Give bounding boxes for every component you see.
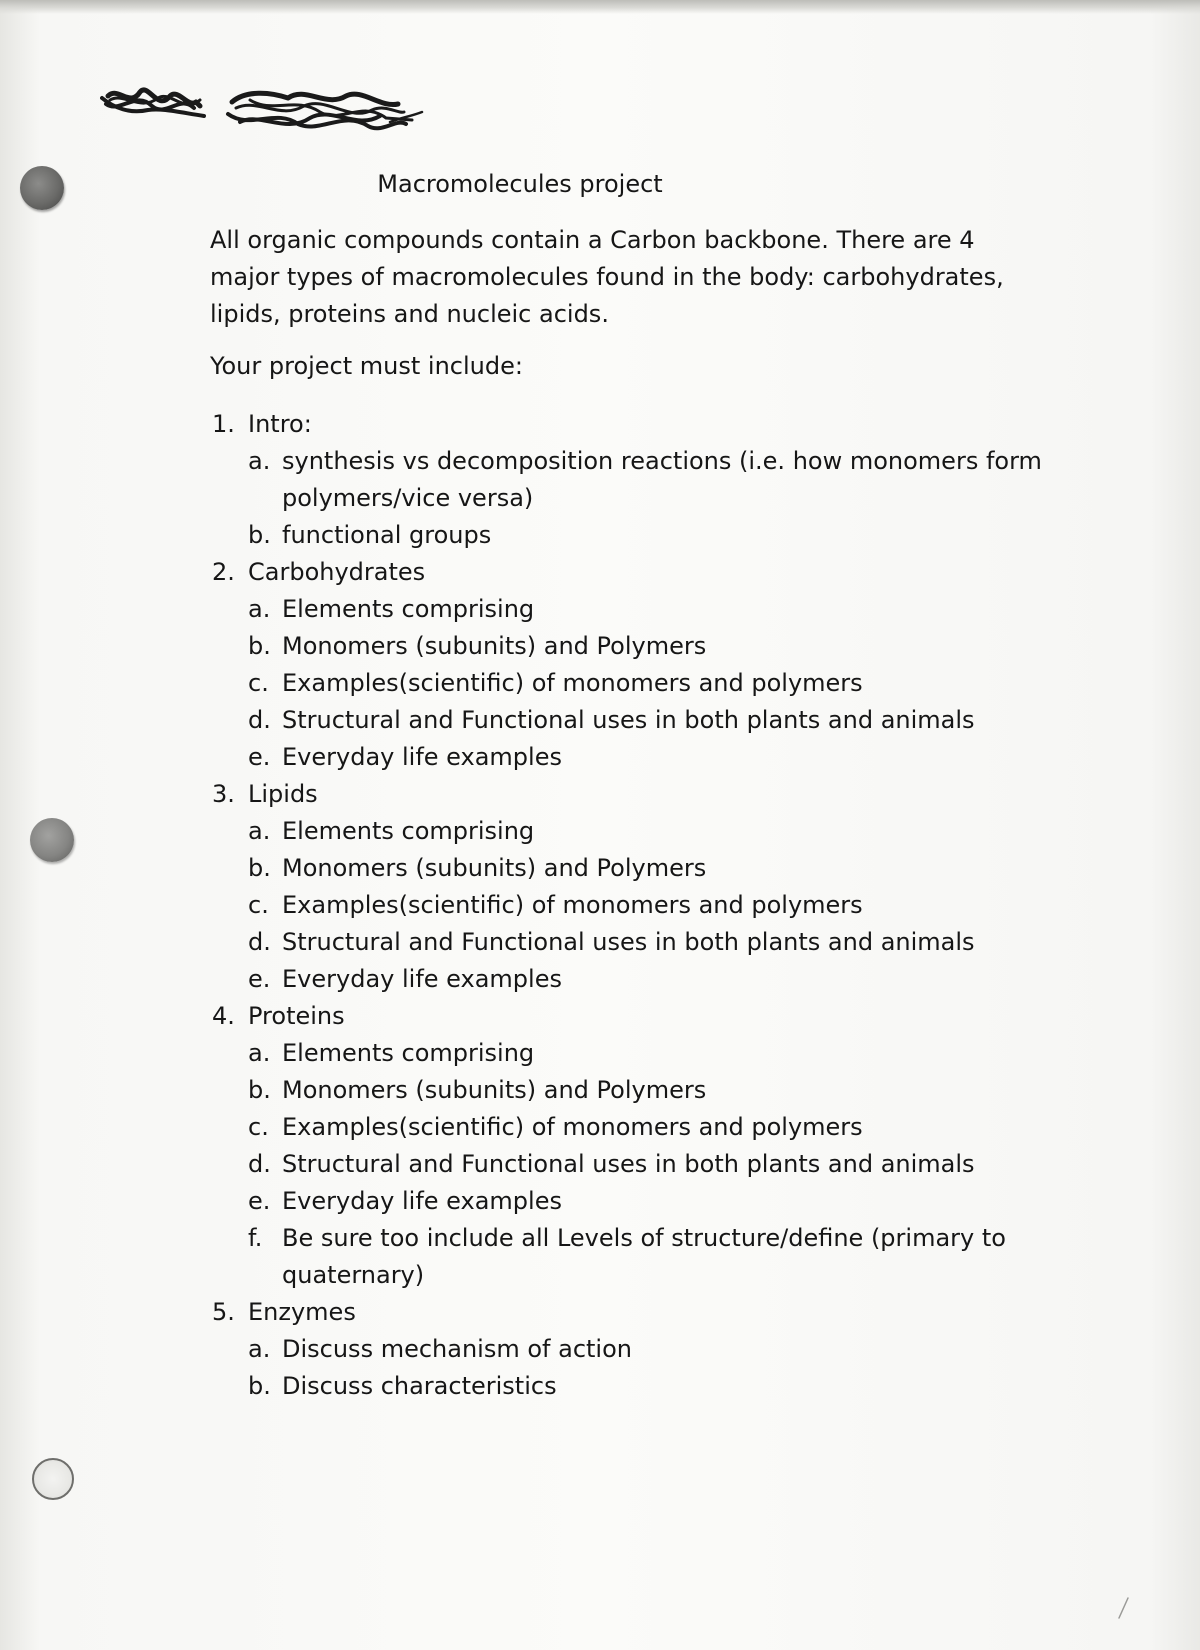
section-heading xyxy=(212,406,1042,443)
outline-section xyxy=(212,554,1042,776)
list-item xyxy=(212,1146,1042,1183)
item-text: Structural and Functional uses in both plants and animals xyxy=(282,706,975,734)
item-text: Monomers (subunits) and Polymers xyxy=(282,854,707,882)
section-number: 3. xyxy=(212,780,235,808)
item-letter: a. xyxy=(248,595,271,623)
section-label: Intro: xyxy=(248,410,312,438)
section-label: Enzymes xyxy=(248,1298,356,1326)
list-item xyxy=(212,702,1042,739)
paper-top-edge-shadow xyxy=(0,0,1200,14)
item-letter: a. xyxy=(248,1039,271,1067)
outline-section xyxy=(212,1294,1042,1405)
section-label: Lipids xyxy=(248,780,318,808)
item-text: Elements comprising xyxy=(282,1039,535,1067)
list-item xyxy=(212,1072,1042,1109)
section-number: 4. xyxy=(212,1002,235,1030)
item-letter: a. xyxy=(248,447,271,475)
list-item xyxy=(212,1183,1042,1220)
item-letter: b. xyxy=(248,632,271,660)
item-text: Discuss characteristics xyxy=(282,1372,557,1400)
item-letter: d. xyxy=(248,706,271,734)
outline-section xyxy=(212,998,1042,1294)
list-item xyxy=(212,665,1042,702)
section-number: 5. xyxy=(212,1298,235,1326)
list-item xyxy=(212,924,1042,961)
section-number: 1. xyxy=(212,410,235,438)
item-letter: f. xyxy=(248,1224,263,1252)
section-label: Carbohydrates xyxy=(248,558,426,586)
list-item xyxy=(212,443,1042,517)
list-item xyxy=(212,887,1042,924)
project-outline xyxy=(212,406,1042,1405)
item-text: Monomers (subunits) and Polymers xyxy=(282,1076,707,1104)
item-letter: b. xyxy=(248,1076,271,1104)
section-heading xyxy=(212,554,1042,591)
item-letter: a. xyxy=(248,1335,271,1363)
list-item xyxy=(212,813,1042,850)
item-letter: a. xyxy=(248,817,271,845)
punch-hole-bottom xyxy=(32,1458,74,1500)
punch-hole-middle xyxy=(30,818,74,862)
intro-paragraph: All organic compounds contain a Carbon backbone. There are 4 major types of macromolecules found in the body: carbohydrates, lipids, proteins and nucleic acids. xyxy=(210,226,1004,328)
item-letter: c. xyxy=(248,669,269,697)
item-letter: c. xyxy=(248,891,269,919)
item-text: Structural and Functional uses in both plants and animals xyxy=(282,928,975,956)
item-text: Everyday life examples xyxy=(282,965,562,993)
list-item xyxy=(212,591,1042,628)
item-letter: e. xyxy=(248,1187,271,1215)
requirements-lead-in: Your project must include: xyxy=(210,352,523,380)
outline-section xyxy=(212,776,1042,998)
corner-pen-mark xyxy=(1116,1596,1130,1620)
item-text: Examples(scientific) of monomers and polymers xyxy=(282,669,863,697)
section-heading xyxy=(212,998,1042,1035)
list-item xyxy=(212,1331,1042,1368)
item-text: Monomers (subunits) and Polymers xyxy=(282,632,707,660)
item-letter: d. xyxy=(248,1150,271,1178)
list-item xyxy=(212,961,1042,998)
outline-section xyxy=(212,406,1042,554)
item-letter: c. xyxy=(248,1113,269,1141)
item-text: Discuss mechanism of action xyxy=(282,1335,632,1363)
list-item xyxy=(212,1035,1042,1072)
list-item xyxy=(212,850,1042,887)
item-text: Examples(scientific) of monomers and polymers xyxy=(282,1113,863,1141)
item-letter: b. xyxy=(248,521,271,549)
item-letter: d. xyxy=(248,928,271,956)
item-text: Examples(scientific) of monomers and polymers xyxy=(282,891,863,919)
item-text: synthesis vs decomposition reactions (i.e. how monomers form polymers/vice versa) xyxy=(282,447,1042,512)
item-text: Everyday life examples xyxy=(282,1187,562,1215)
section-label: Proteins xyxy=(248,1002,345,1030)
item-letter: b. xyxy=(248,1372,271,1400)
item-letter: b. xyxy=(248,854,271,882)
item-text: Be sure too include all Levels of structure/define (primary to quaternary) xyxy=(282,1224,1006,1289)
section-heading xyxy=(212,776,1042,813)
item-letter: e. xyxy=(248,743,271,771)
item-text: Structural and Functional uses in both plants and animals xyxy=(282,1150,975,1178)
item-text: functional groups xyxy=(282,521,492,549)
list-item xyxy=(212,517,1042,554)
list-item xyxy=(212,1368,1042,1405)
item-text: Elements comprising xyxy=(282,817,535,845)
section-number: 2. xyxy=(212,558,235,586)
item-text: Elements comprising xyxy=(282,595,535,623)
list-item xyxy=(212,1109,1042,1146)
list-item xyxy=(212,1220,1042,1294)
list-item xyxy=(212,739,1042,776)
redacted-name-scribble xyxy=(100,78,440,158)
section-heading xyxy=(212,1294,1042,1331)
list-item xyxy=(212,628,1042,665)
item-letter: e. xyxy=(248,965,271,993)
document-title: Macromolecules project xyxy=(377,170,663,198)
item-text: Everyday life examples xyxy=(282,743,562,771)
